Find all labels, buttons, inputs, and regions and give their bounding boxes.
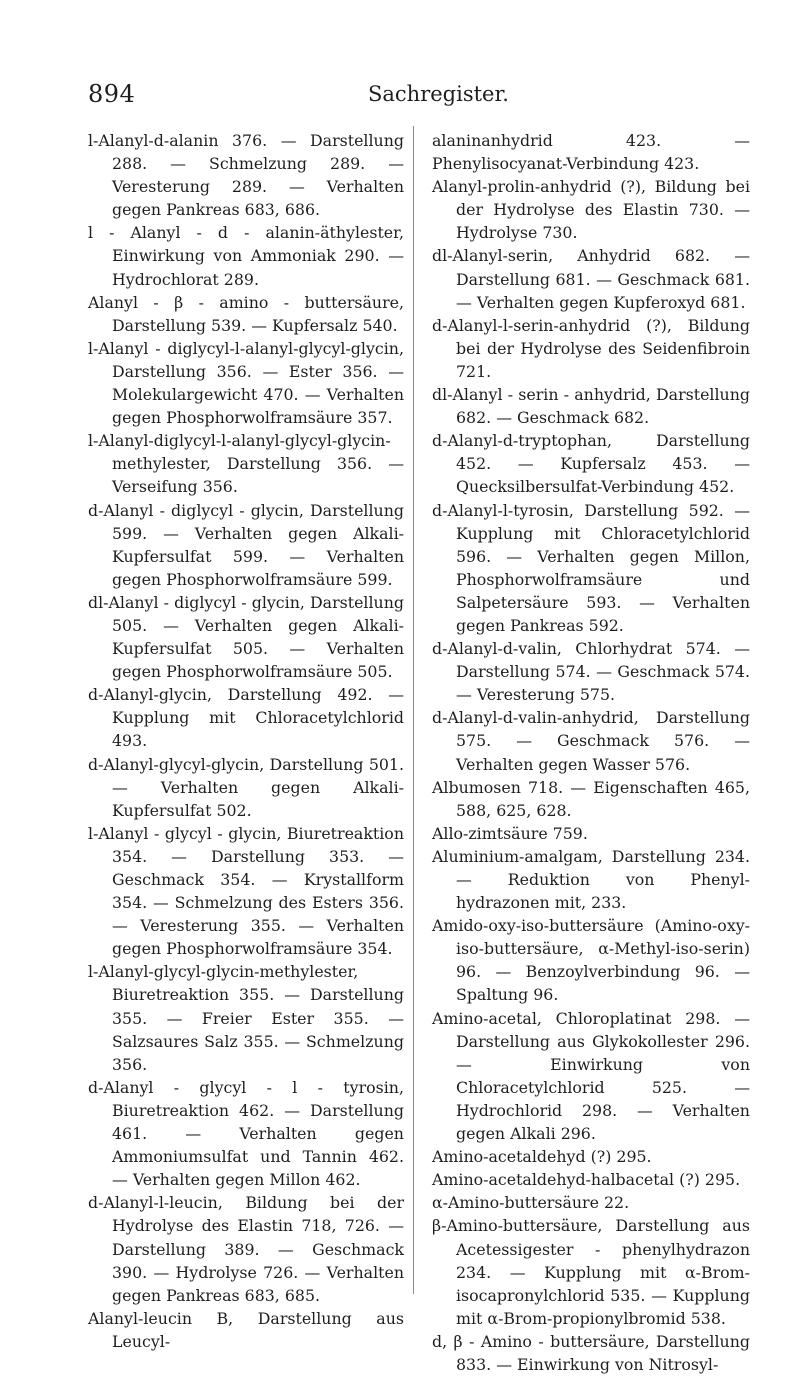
index-entry: l-Alanyl-d-alanin 376. — Darstellung 288. — Schmelzung 289. — Veresterung 289. — Verhalten gegen Pankreas 683, 686. [88,131,404,220]
index-entry: d-Alanyl-l-leucin, Bildung bei der Hydrolyse des Elastin 718, 726. — Darstellung 389. — Geschmack 390. — Hydrolyse 726. — Verhalten gegen Pankreas 683, 685. [88,1193,404,1305]
index-entry: l-Alanyl - glycyl - glycin, Biuretreaktion 354. — Darstellung 353. — Geschmack 354. — Krystallform 354. — Schmelzung des Esters 356. — Veresterung 355. — Verhalten gegen Phosphorwolframsäure 354. [88,823,404,959]
index-entry: d-Alanyl - diglycyl - glycin, Darstellung 599. — Verhalten gegen Alkali-Kupfersulfat 599. — Verhalten gegen Phosphorwolframsäure 599. [88,500,404,589]
index-entry: d-Alanyl-d-tryptophan, Darstellung 452. — Kupfersalz 453. — Quecksilbersulfat-Verbindung 452. [432,431,750,497]
index-entry: Alanyl - β - amino - buttersäure, Darstellung 539. — Kupfersalz 540. [88,292,404,335]
index-entry: Albumosen 718. — Eigenschaften 465, 588, 625, 628. [432,777,750,820]
page-number: 894 [88,80,136,108]
index-entry: l-Alanyl - diglycyl-l-alanyl-glycyl-glycin, Darstellung 356. — Ester 356. — Molekulargewicht 470. — Verhalten gegen Phosphorwolframsäure 357. [88,338,404,428]
index-entry: d-Alanyl - glycyl - l - tyrosin, Biuretreaktion 462. — Darstellung 461. — Verhalten gegen Ammoniumsulfat und Tannin 462. — Verhalten gegen Millon 462. [88,1077,404,1190]
index-entry: Amino-acetaldehyd-halbacetal (?) 295. [432,1170,741,1190]
index-entry: Amino-acetal, Chloroplatinat 298. — Darstellung aus Glykokollester 296. — Einwirkung von Chloracetylchlorid 525. — Hydrochlorid 298. — Verhalten gegen Alkali 296. [432,1008,750,1144]
index-entry: l - Alanyl - d - alanin-äthylester, Einwirkung von Ammoniak 290. — Hydrochlorat 289. [88,223,404,289]
index-entry: β-Amino-buttersäure, Darstellung aus Acetessigester - phenylhydrazon 234. — Kupplung mit α-Brom-isocapronylchlorid 535. — Kupplung mit α-Brom-propionylbromid 538. [432,1216,750,1328]
index-entry: Allo-zimtsäure 759. [432,823,588,843]
index-entry: d-Alanyl-l-serin-anhydrid (?), Bildung bei der Hydrolyse des Seidenfibroin 721. [432,315,750,381]
index-entry: dl-Alanyl-serin, Anhydrid 682. — Darstellung 681. — Geschmack 681. — Verhalten gegen Kupferoxyd 681. [432,246,750,312]
column-divider [413,126,414,1294]
index-entry: α-Amino-buttersäure 22. [432,1193,630,1213]
index-entry: l-Alanyl-glycyl-glycin-methylester, Biuretreaktion 355. — Darstellung 355. — Freier Ester 355. — Salzsaures Salz 355. — Schmelzung 356. [88,962,404,1074]
index-column-left [88,129,404,1353]
index-column-right [432,129,750,1376]
index-entry: d, β - Amino - buttersäure, Darstellung 833. — Einwirkung von Nitrosyl- [432,1331,750,1374]
index-entry: Aluminium-amalgam, Darstellung 234. — Reduktion von Phenyl-hydrazonen mit, 233. [432,846,750,913]
index-entry: dl-Alanyl - diglycyl - glycin, Darstellung 505. — Verhalten gegen Alkali-Kupfersulfat 505. — Verhalten gegen Phosphorwolframsäure 505. [88,592,404,682]
index-entry: d-Alanyl-l-tyrosin, Darstellung 592. — Kupplung mit Chloracetylchlorid 596. — Verhalten gegen Millon, Phosphorwolframsäure und Salpetersäure 593. — Verhalten gegen Pankreas 592. [432,500,750,635]
index-entry: Amido-oxy-iso-buttersäure (Amino-oxy-iso-buttersäure, α-Methyl-iso-serin) 96. — Benzoylverbindung 96. — Spaltung 96. [432,916,750,1005]
index-entry: d-Alanyl-d-valin-anhydrid, Darstellung 575. — Geschmack 576. — Verhalten gegen Wasser 576. [432,708,750,774]
index-entry: Alanyl-leucin B, Darstellung aus Leucyl- [88,1308,404,1351]
index-entry: d-Alanyl-glycyl-glycin, Darstellung 501. — Verhalten gegen Alkali-Kupfersulfat 502. [88,754,404,820]
page-header [88,80,748,110]
running-title: Sachregister. [368,82,509,106]
index-entry: alaninanhydrid 423. — Phenylisocyanat-Verbindung 423. [432,131,750,174]
index-entry: d-Alanyl-d-valin, Chlorhydrat 574. — Darstellung 574. — Geschmack 574. — Veresterung 575. [432,639,750,705]
index-entry: dl-Alanyl - serin - anhydrid, Darstellung 682. — Geschmack 682. [432,385,750,428]
index-entry: Amino-acetaldehyd (?) 295. [432,1147,652,1167]
index-entry: Alanyl-prolin-anhydrid (?), Bildung bei der Hydrolyse des Elastin 730. — Hydrolyse 730. [432,177,750,243]
index-entry: d-Alanyl-glycin, Darstellung 492. — Kupplung mit Chloracetylchlorid 493. [88,685,404,751]
index-entry: l-Alanyl-diglycyl-l-alanyl-glycyl-glycin-methylester, Darstellung 356. — Verseifung 356. [88,431,404,497]
